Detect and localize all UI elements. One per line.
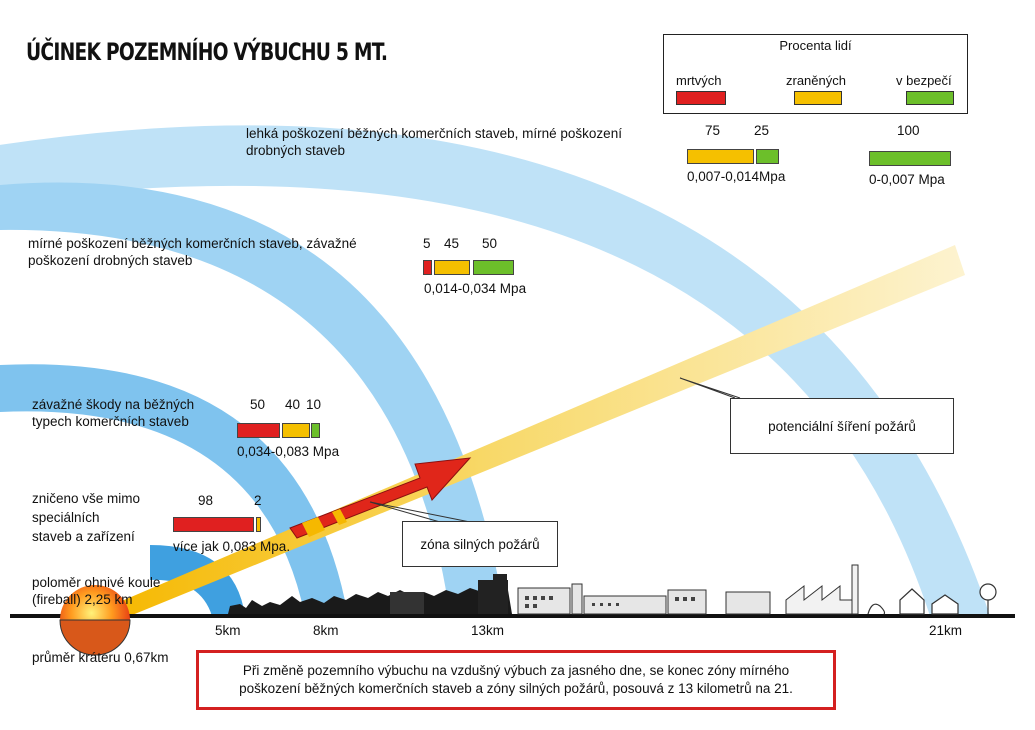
zone-destroyed-bar-injured — [256, 517, 261, 532]
zone-moderate-pct-injured: 45 — [444, 236, 460, 251]
zone-outer-pct-safe: 100 — [897, 123, 920, 138]
factory-building — [518, 584, 770, 614]
zone-severe-bar-safe — [311, 423, 320, 438]
fireball-label-2: (fireball) 2,25 km — [32, 592, 133, 607]
legend-swatch-safe — [906, 91, 954, 105]
legend — [663, 34, 968, 114]
zone-destroyed-label-1: zničeno vše mimo — [32, 491, 141, 506]
zone-light-pct-safe: 25 — [754, 123, 770, 138]
zone-severe-pct-dead: 50 — [250, 397, 266, 412]
zone-destroyed-pct-dead: 98 — [198, 493, 214, 508]
zone-moderate-bar-injured — [434, 260, 470, 275]
page-title: ÚČINEK POZEMNÍHO VÝBUCHU 5 MT. — [26, 38, 388, 66]
zone-light-pressure: 0,007-0,014Mpa — [687, 169, 786, 184]
zone-light-bar-safe — [756, 149, 779, 164]
legend-swatch-injured — [794, 91, 842, 105]
zone-outer-bar-safe — [869, 151, 951, 166]
legend-title: Procenta lidí — [779, 38, 852, 53]
rubble-silhouette — [228, 586, 512, 614]
zone-severe-bar-dead — [237, 423, 280, 438]
zone-severe-label-1: závažné škody na běžných — [32, 397, 195, 412]
zone-light-label-2: drobných staveb — [246, 143, 346, 158]
legend-label-injured: zraněných — [786, 73, 846, 88]
zone-light-pct-injured: 75 — [705, 123, 721, 138]
distance-13km: 13km — [471, 623, 505, 638]
zone-moderate-pressure: 0,014-0,034 Mpa — [424, 281, 527, 296]
ground-line — [10, 614, 1015, 618]
zone-light-label-1: lehká poškození běžných komerčních staveb, mírné poškození — [246, 126, 622, 141]
zone-moderate-bar-safe — [473, 260, 514, 275]
legend-label-safe: v bezpečí — [896, 73, 952, 88]
zone-destroyed-label-2: speciálních — [32, 510, 100, 525]
distance-5km: 5km — [215, 623, 241, 638]
zone-outer-pressure: 0-0,007 Mpa — [869, 172, 945, 187]
zone-moderate-label-1: mírné poškození běžných komerčních staveb, závažné — [28, 236, 357, 251]
zone-severe-pct-safe: 10 — [306, 397, 322, 412]
distance-21km: 21km — [929, 623, 963, 638]
zone-severe-label-2: typech komerčních staveb — [32, 414, 189, 429]
legend-swatch-dead — [676, 91, 726, 105]
fireball-label-1: poloměr ohnivé koule — [32, 575, 161, 590]
callout-heavy-fires: zóna silných požárů — [402, 521, 558, 567]
legend-label-dead: mrtvých — [676, 73, 722, 88]
zone-moderate-pct-safe: 50 — [482, 236, 498, 251]
distance-8km: 8km — [313, 623, 339, 638]
sawtooth-factory — [786, 565, 858, 614]
zone-moderate-bar-dead — [423, 260, 432, 275]
callout-fire-spread: potenciální šíření požárů — [730, 398, 954, 454]
zone-destroyed-bar-dead — [173, 517, 254, 532]
airburst-note: Při změně pozemního výbuchu na vzdušný výbuch za jasného dne, se konec zóny mírného poškození běžných komerčních staveb a zóny silných požárů, posouvá z 13 kilometrů na 21. — [196, 650, 836, 710]
zone-severe-bar-injured — [282, 423, 310, 438]
zone-moderate-label-2: poškození drobných staveb — [28, 253, 193, 268]
zone-severe-pct-injured: 40 — [285, 397, 301, 412]
crater-label: průměr kráteru 0,67km — [32, 650, 169, 665]
zone-moderate-pct-dead: 5 — [423, 236, 431, 251]
zone-destroyed-pct-injured: 2 — [254, 493, 262, 508]
zone-destroyed-pressure: více jak 0,083 Mpa. — [173, 539, 291, 554]
zone-severe-pressure: 0,034-0,083 Mpa — [237, 444, 340, 459]
zone-light-bar-injured — [687, 149, 754, 164]
zone-destroyed-label-3: staveb a zařízení — [32, 529, 135, 544]
